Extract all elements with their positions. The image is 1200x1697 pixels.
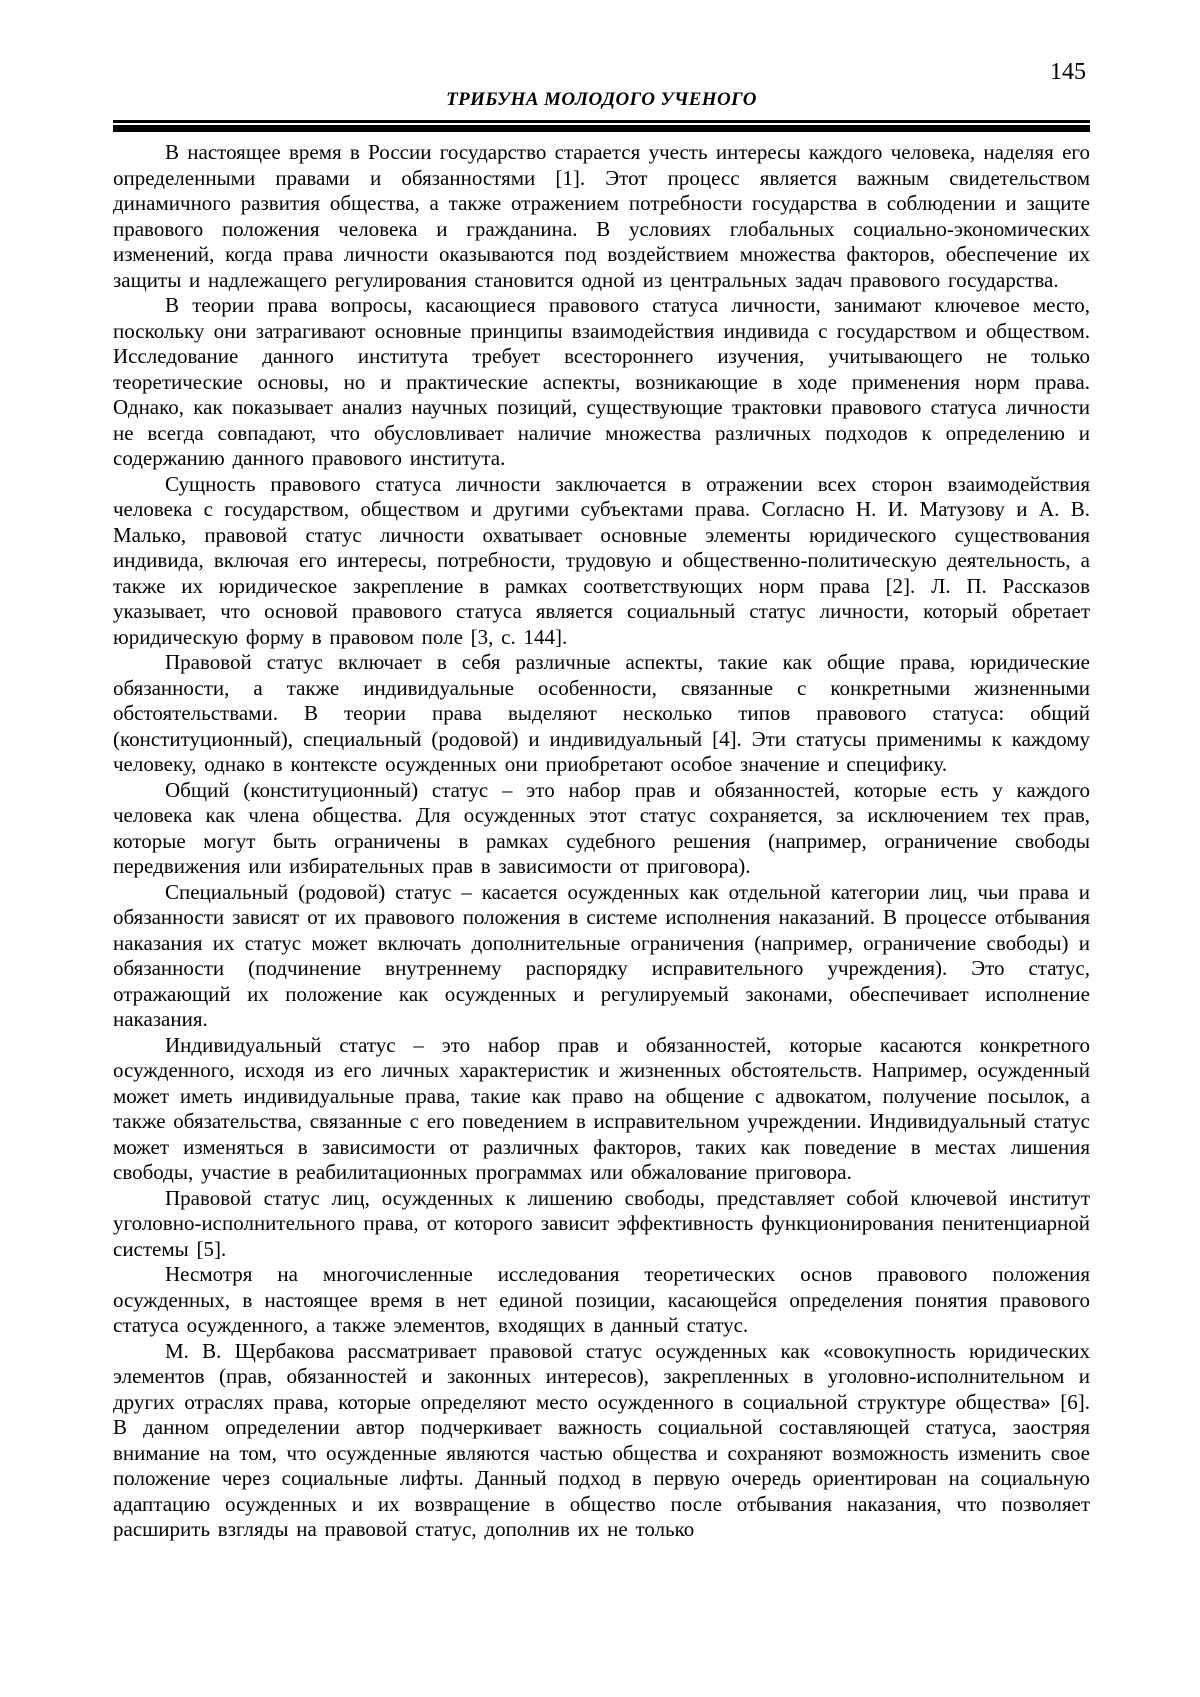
header-divider <box>113 120 1090 132</box>
paragraph: Правовой статус лиц, осужденных к лишению свободы, представляет собой ключевой институт уголовно-исполнительного права, от которого зависит эффективность функционирования пенитенциарной системы [5]. <box>113 1185 1090 1261</box>
paragraph: Индивидуальный статус – это набор прав и обязанностей, которые касаются конкретного осужденного, исходя из его личных характеристик и жизненных обстоятельств. Например, осужденный может иметь индивидуальные права, такие как право на общение с адвокатом, получение посылок, а также обязательства, связанные с его поведением в исправительном учреждении. Индивидуальный статус может изменяться в зависимости от различных факторов, таких как поведение в местах лишения свободы, участие в реабилитационных программах или обжалование приговора. <box>113 1032 1090 1184</box>
paragraph: В теории права вопросы, касающиеся правового статуса личности, занимают ключевое место, поскольку они затрагивают основные принципы взаимодействия индивида с государством и обществом. Исследование данного института требует всестороннего изучения, учитывающего не только теоретические основы, но и практические аспекты, возникающие в ходе применения норм права. Однако, как показывает анализ научных позиций, существующие трактовки правового статуса личности не всегда совпадают, что обусловливает наличие множества различных подходов к определению и содержанию данного правового института. <box>113 293 1090 470</box>
page-number: 145 <box>1050 59 1086 85</box>
running-head: ТРИБУНА МОЛОДОГО УЧЕНОГО <box>446 89 757 110</box>
paragraph: В настоящее время в России государство старается учесть интересы каждого человека, наделяя его определенными правами и обязанностями [1]. Этот процесс является важным свидетельством динамичного развития общества, а также отражением потребности государства в соблюдении и защите правового положения человека и гражданина. В условиях глобальных социально-экономических изменений, когда права личности оказываются под воздействием множества факторов, обеспечение их защиты и надлежащего регулирования становится одной из центральных задач правового государства. <box>113 140 1090 292</box>
paragraph: Специальный (родовой) статус – касается осужденных как отдельной категории лиц, чьи права и обязанности зависят от их правового положения в системе исполнения наказаний. В процессе отбывания наказания их статус может включать дополнительные ограничения (например, ограничение свободы) и обязанности (подчинение внутреннему распорядку исправительного учреждения). Это статус, отражающий их положение как осужденных и регулируемый законами, обеспечивает исполнение наказания. <box>113 879 1090 1031</box>
divider-thick-line <box>113 125 1090 132</box>
article-body <box>113 140 1090 1543</box>
divider-thin-line <box>113 120 1090 123</box>
paragraph: Общий (конституционный) статус – это набор прав и обязанностей, которые есть у каждого человека как члена общества. Для осужденных этот статус сохраняется, за исключением тех прав, которые могут быть ограничены в рамках судебного решения (например, ограничение свободы передвижения или избирательных прав в зависимости от приговора). <box>113 777 1090 878</box>
paragraph: М. В. Щербакова рассматривает правовой статус осужденных как «совокупность юридических элементов (прав, обязанностей и законных интересов), закрепленных в уголовно-исполнительном и других отраслях права, которые определяют место осужденного в социальной структуре общества» [6]. В данном определении автор подчеркивает важность социальной составляющей статуса, заостряя внимание на том, что осужденные являются частью общества и сохраняют возможность изменить свое положение через социальные лифты. Данный подход в первую очередь ориентирован на социальную адаптацию осужденных и их возвращение в общество после отбывания наказания, что позволяет расширить взгляды на правовой статус, дополнив их не только <box>113 1338 1090 1541</box>
paragraph: Несмотря на многочисленные исследования теоретических основ правового положения осужденных, в настоящее время в нет единой позиции, касающейся определения понятия правового статуса осужденного, а также элементов, входящих в данный статус. <box>113 1262 1090 1337</box>
paragraph: Правовой статус включает в себя различные аспекты, такие как общие права, юридические обязанности, а также индивидуальные особенности, связанные с конкретными жизненными обстоятельствами. В теории права выделяют несколько типов правового статуса: общий (конституционный), специальный (родовой) и индивидуальный [4]. Эти статусы применимы к каждому человеку, однако в контексте осужденных они приобретают особое значение и специфику. <box>113 650 1090 776</box>
paragraph: Сущность правового статуса личности заключается в отражении всех сторон взаимодействия человека с государством, обществом и другими субъектами права. Согласно Н. И. Матузову и А. В. Малько, правовой статус личности охватывает основные элементы юридического существования индивида, включая его интересы, потребности, трудовую и общественно-политическую деятельность, а также их юридическое закрепление в рамках соответствующих норм права [2]. Л. П. Рассказов указывает, что основой правового статуса является социальный статус личности, который обретает юридическую форму в правовом поле [3, с. 144]. <box>113 471 1090 649</box>
